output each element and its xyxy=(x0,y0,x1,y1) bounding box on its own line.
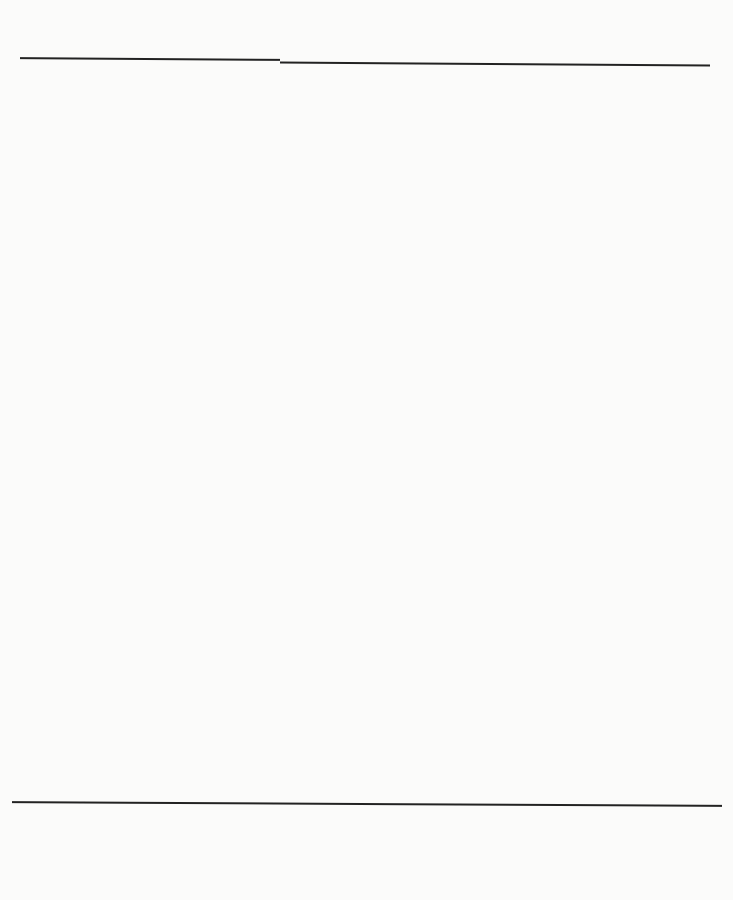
top-rule xyxy=(20,57,280,61)
bottom-rule xyxy=(12,801,722,807)
top-rule-right xyxy=(280,61,710,66)
